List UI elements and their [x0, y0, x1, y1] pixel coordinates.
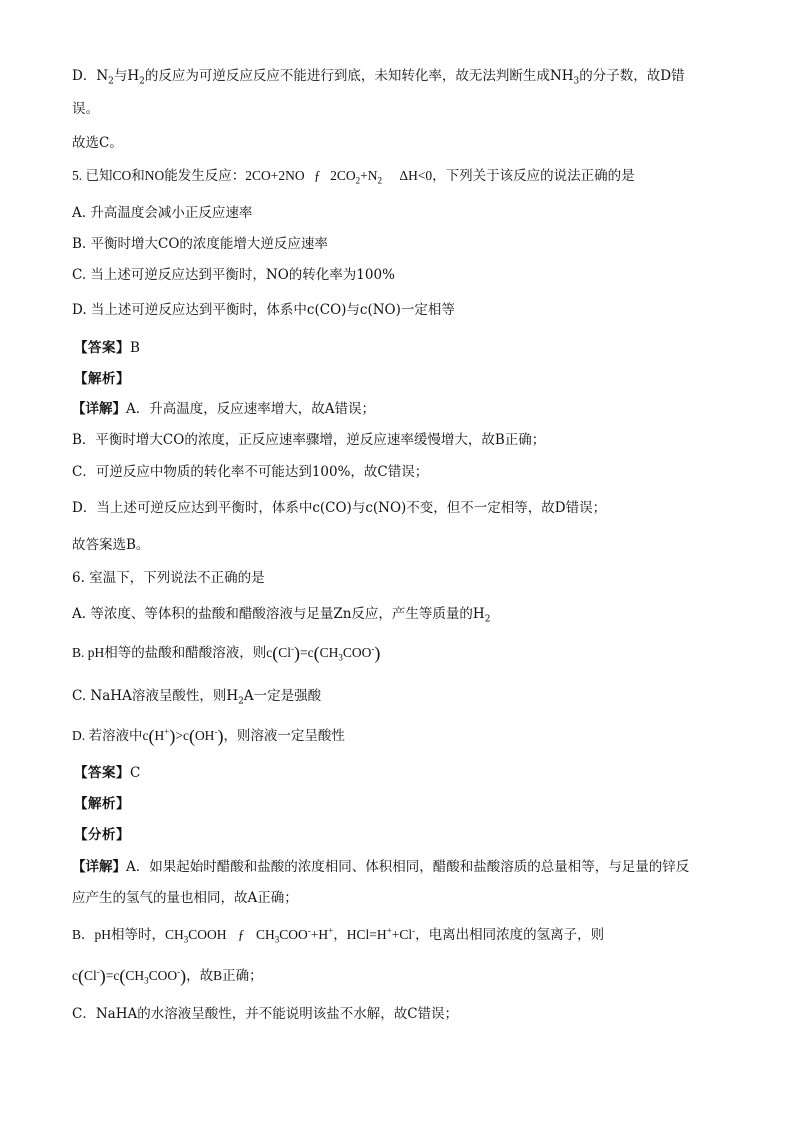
detail-b: B．平衡时增大CO的浓度，正反应速率骤增，逆反应速率缓慢增大，故B正确；: [72, 432, 546, 448]
text: H: [154, 728, 165, 743]
superscript: -: [291, 643, 295, 654]
equilibrium-arrow-icon: ƒ: [237, 927, 245, 942]
text: +Cl: [391, 927, 413, 942]
subscript: 3: [144, 975, 149, 986]
subscript: 2: [238, 696, 244, 707]
detail-b-cont: [72, 966, 263, 986]
text: 5. 已知CO和NO能发生反应：2CO+2NO: [72, 168, 305, 183]
answer-line: [74, 763, 141, 783]
paren: ): [99, 966, 106, 986]
superscript: -: [307, 925, 311, 936]
subscript: 3: [573, 76, 580, 87]
text: A. 等浓度、等体积的盐酸和醋酸溶液与足量Zn反应，产生等质量的H: [72, 606, 485, 622]
detail-a-cont: 应产生的氢气的量也相同，故A正确；: [72, 890, 298, 906]
text: OH: [194, 728, 215, 743]
paren: (: [272, 643, 279, 663]
text-line: 故选C。: [72, 135, 123, 151]
detail-a: [72, 399, 375, 419]
superscript: +: [328, 925, 334, 936]
text: C. NaHA溶液呈酸性，则H: [72, 688, 239, 704]
text: A．如果起始时醋酸和盐酸的浓度相同、体积相同，醋酸和盐酸溶质的总量相等，与足量的锌反: [126, 859, 690, 875]
detail-c: C．NaHA的水溶液呈酸性，并不能说明该盐不水解，故C错误；: [72, 1006, 459, 1022]
superscript: +: [164, 726, 170, 737]
text: ，HCl=H: [333, 927, 387, 942]
text: CH: [125, 968, 145, 983]
answer-d-line: [72, 66, 685, 86]
subscript: 2: [484, 614, 491, 625]
text: =c: [105, 968, 120, 983]
text: COOH: [188, 927, 227, 942]
text-line: 误。: [72, 101, 99, 117]
paren: (: [78, 966, 84, 986]
text: +N: [360, 168, 378, 183]
superscript: -: [371, 643, 375, 654]
text: ，则溶液一定呈酸性: [223, 728, 345, 743]
text: c: [72, 968, 78, 983]
question-6: 6. 室温下，下列说法不正确的是: [72, 570, 265, 586]
option-d: [72, 726, 345, 746]
text: 的分子数，故D错: [579, 68, 685, 84]
text: Cl: [84, 968, 97, 983]
detail-d: D．当上述可逆反应达到平衡时，体系中c(CO)与c(NO)不变，但不一定相等，故D错误；: [72, 500, 607, 516]
answer-tag: 【答案】: [74, 340, 130, 356]
option-a: A. 升高温度会减小正反应速率: [72, 205, 253, 221]
detail-tag: 【详解】: [72, 401, 126, 417]
text: 2CO: [330, 168, 356, 183]
text: 与H: [113, 68, 140, 84]
detail-tag: 【详解】: [72, 859, 126, 875]
paren: ): [217, 726, 224, 746]
answer-value: C: [130, 765, 141, 781]
text: COO: [279, 927, 308, 942]
superscript: +: [386, 925, 392, 936]
text: COO: [148, 968, 178, 983]
paren: (: [188, 726, 195, 746]
paren: ): [169, 726, 176, 746]
detail-b: [72, 925, 604, 945]
text: 【解析】: [74, 371, 130, 387]
text: ，故B正确；: [186, 968, 263, 983]
option-d: D. 当上述可逆反应达到平衡时，体系中c(CO)与c(NO)一定相等: [72, 302, 455, 318]
text: CH: [256, 927, 275, 942]
text: +H: [310, 927, 329, 942]
detail-c: C．可逆反应中物质的转化率不可能达到100%，故C错误；: [72, 464, 429, 480]
text: 的反应为可逆反应反应不能进行到底，未知转化率，故无法判断生成NH: [144, 68, 574, 84]
option-c: C. 当上述可逆反应达到平衡时，NO的转化率为100%: [72, 267, 395, 283]
answer-line: [74, 338, 140, 358]
text: COO: [342, 645, 372, 660]
subscript: 2: [108, 76, 114, 87]
option-c: [72, 686, 321, 706]
answer-tag: 【答案】: [74, 765, 130, 781]
subscript: 3: [183, 934, 189, 945]
text: A一定是强酸: [243, 688, 322, 704]
paren: (: [119, 966, 126, 986]
paren: (: [148, 726, 155, 746]
question-5: [72, 166, 635, 186]
text: ΔH<0，下列关于该反应的说法正确的是: [399, 168, 635, 183]
subscript: 3: [338, 652, 343, 663]
analysis-tag: [74, 794, 130, 814]
subscript: 3: [274, 934, 280, 945]
option-b: B. 平衡时增大CO的浓度能增大逆反应速率: [72, 236, 328, 252]
text: D．N: [72, 68, 109, 84]
paren: ): [294, 643, 301, 663]
text: =c: [300, 645, 314, 660]
subscript: 2: [139, 76, 145, 87]
equilibrium-arrow-icon: ƒ: [314, 168, 321, 183]
paren: (: [313, 643, 320, 663]
superscript: -: [214, 726, 218, 737]
text: B. pH相等的盐酸和醋酸溶液，则c: [72, 645, 273, 660]
text: Cl: [278, 645, 292, 660]
detail-a: [72, 857, 689, 877]
text: 【解析】: [74, 796, 130, 812]
option-a: [72, 604, 490, 624]
text: >c: [175, 728, 189, 743]
option-b: [72, 643, 380, 663]
text: 【分析】: [74, 827, 130, 843]
text: CH: [319, 645, 339, 660]
paren: ): [374, 643, 381, 663]
paren: ): [180, 966, 187, 986]
subscript: 2: [377, 175, 383, 186]
superscript: -: [412, 925, 416, 936]
text: ，电离出相同浓度的氢离子，则: [415, 927, 605, 942]
answer-value: B: [130, 340, 141, 356]
conclusion: 故答案选B。: [72, 537, 150, 553]
text: B．pH相等时，CH: [72, 927, 184, 942]
analysis-sub-tag: [74, 825, 130, 845]
text: D. 若溶液中c: [72, 728, 149, 743]
superscript: -: [96, 966, 100, 977]
analysis-tag: [74, 369, 130, 389]
subscript: 2: [355, 175, 361, 186]
text: A．升高温度，反应速率增大，故A错误；: [126, 401, 375, 417]
superscript: -: [177, 966, 181, 977]
